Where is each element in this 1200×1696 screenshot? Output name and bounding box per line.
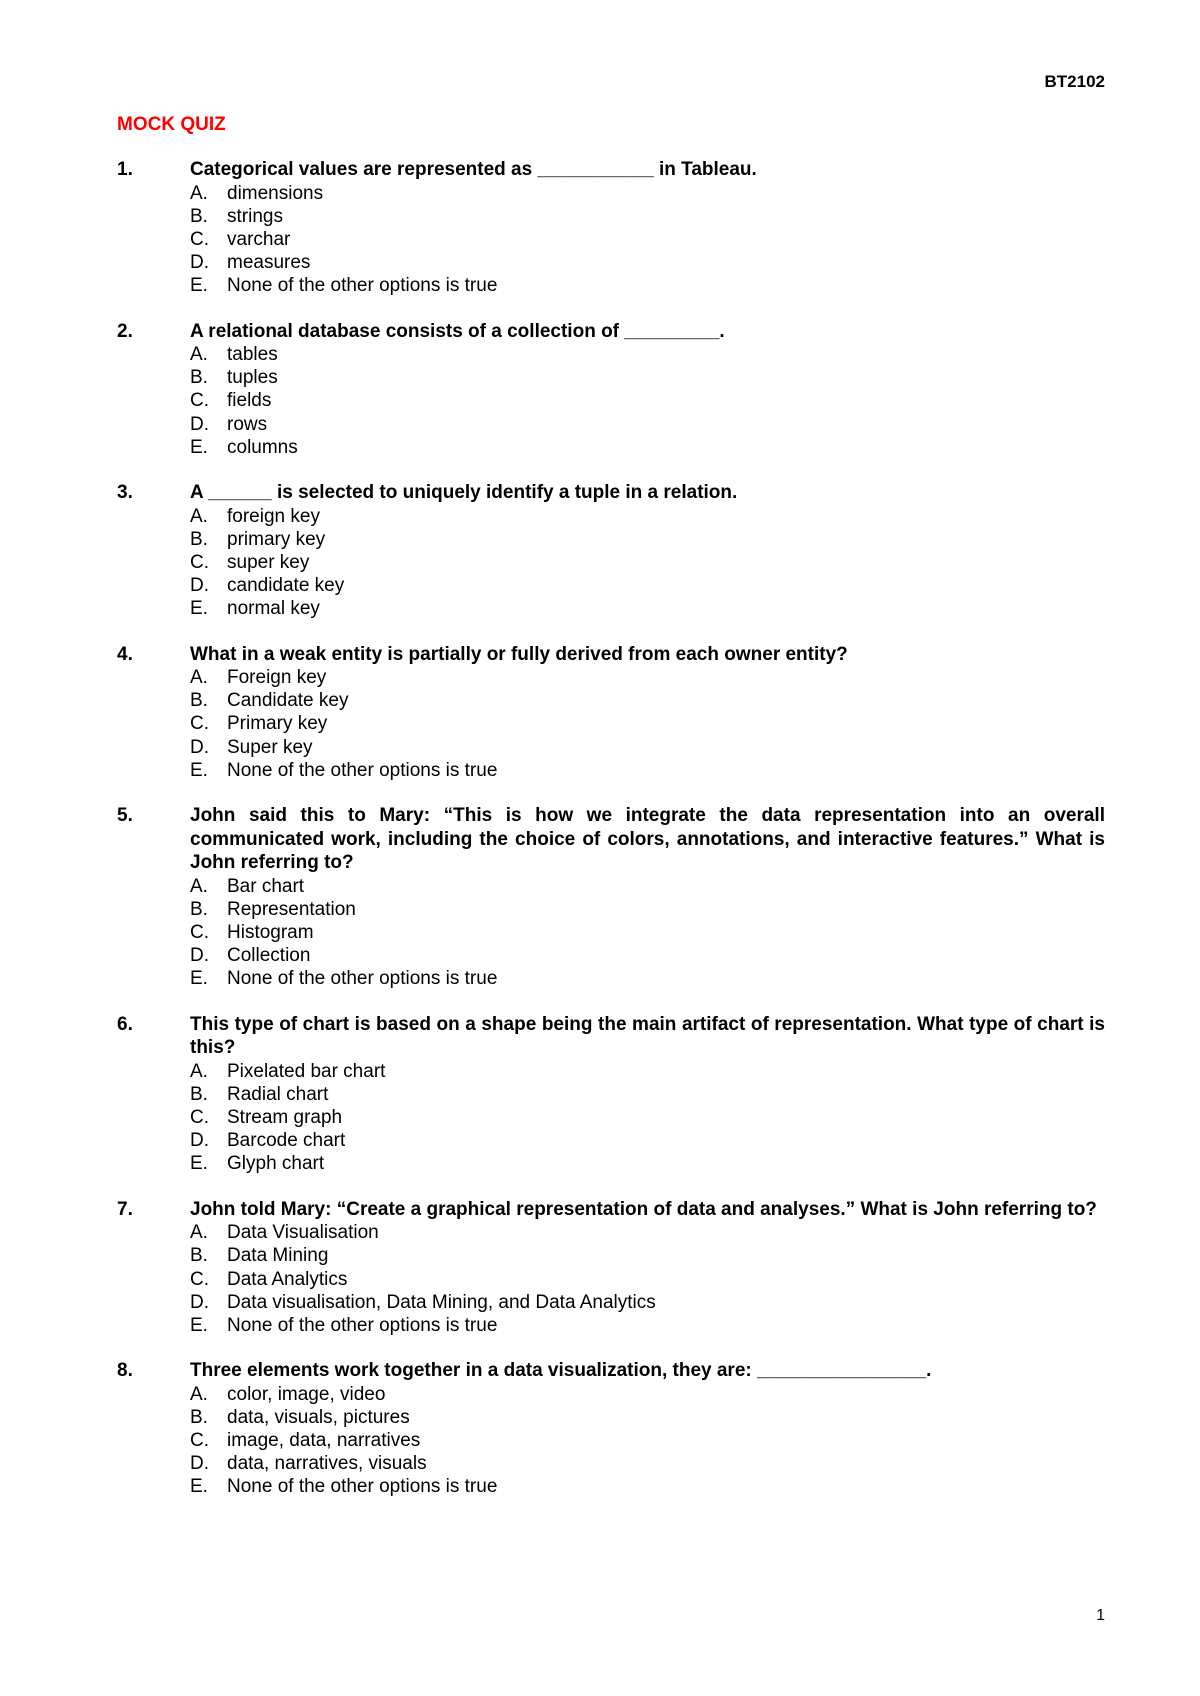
option-letter: D. — [190, 575, 209, 597]
option-letter: C. — [190, 390, 209, 412]
option-letter: D. — [190, 945, 209, 967]
answer-option — [190, 1406, 1105, 1429]
option-letter: C. — [190, 1268, 209, 1290]
answer-option — [190, 343, 1105, 366]
option-letter: A. — [190, 667, 208, 689]
answer-option — [190, 1452, 1105, 1475]
question-item — [117, 1013, 1105, 1176]
option-text: None of the other options is true — [227, 759, 498, 781]
option-letter: D. — [190, 1453, 209, 1475]
option-letter: E. — [190, 759, 208, 781]
option-letter: B. — [190, 1083, 208, 1105]
answer-option — [190, 436, 1105, 459]
option-text: None of the other options is true — [227, 968, 498, 990]
option-text: foreign key — [227, 505, 320, 527]
option-letter: B. — [190, 1406, 208, 1428]
answer-option — [190, 1314, 1105, 1337]
answer-option — [190, 528, 1105, 551]
option-text: Super key — [227, 736, 313, 758]
answer-option — [190, 736, 1105, 759]
question-text: John said this to Mary: “This is how we integrate the data representation into an overall communicated work, including the choice of colors, annotations, and interactive features.” What is John referring to? — [190, 805, 1105, 874]
question-body — [190, 804, 1105, 991]
answer-option — [190, 1083, 1105, 1106]
question-item — [117, 320, 1105, 460]
question-number: 8. — [117, 1360, 133, 1382]
answer-option — [190, 1475, 1105, 1498]
answer-option — [190, 366, 1105, 389]
option-text: tables — [227, 344, 278, 366]
question-number: 1. — [117, 159, 133, 180]
option-letter: D. — [190, 252, 209, 274]
option-text: None of the other options is true — [227, 275, 498, 297]
option-letter: D. — [190, 1130, 209, 1152]
option-letter: C. — [190, 1430, 209, 1452]
option-text: Collection — [227, 945, 311, 967]
answer-option — [190, 389, 1105, 412]
question-text: Categorical values are represented as ___________ in Tableau. — [190, 159, 757, 180]
answer-option — [190, 1244, 1105, 1267]
answer-option — [190, 759, 1105, 782]
option-text: Representation — [227, 898, 356, 920]
option-letter: B. — [190, 1245, 208, 1267]
option-letter: B. — [190, 205, 208, 227]
answer-option — [190, 712, 1105, 735]
option-text: dimensions — [227, 182, 324, 204]
question-text: John told Mary: “Create a graphical representation of data and analyses.” What is John referring to? — [190, 1198, 1097, 1220]
course-code: BT2102 — [1044, 72, 1105, 91]
option-text: super key — [227, 551, 310, 573]
question-number: 2. — [117, 320, 133, 342]
answer-option — [190, 574, 1105, 597]
answer-option — [190, 1268, 1105, 1291]
option-letter: E. — [190, 968, 208, 990]
option-text: strings — [227, 205, 283, 227]
option-letter: C. — [190, 1106, 209, 1128]
option-text: image, data, narratives — [227, 1430, 421, 1452]
question-body — [190, 1198, 1105, 1338]
page-number: 1 — [1096, 1607, 1105, 1624]
question-number: 3. — [117, 482, 133, 504]
option-letter: E. — [190, 598, 208, 620]
option-letter: D. — [190, 413, 209, 435]
option-letter: C. — [190, 921, 209, 943]
question-body — [190, 320, 1105, 460]
question-text: What in a weak entity is partially or fully derived from each owner entity? — [190, 643, 848, 665]
answer-option — [190, 689, 1105, 712]
option-text: Radial chart — [227, 1083, 329, 1105]
option-letter: D. — [190, 1291, 209, 1313]
question-text: This type of chart is based on a shape being the main artifact of representation. What type of chart is this? — [190, 1013, 1105, 1059]
option-letter: A. — [190, 875, 208, 897]
option-letter: A. — [190, 1222, 208, 1244]
question-item — [117, 643, 1105, 783]
answer-option — [190, 967, 1105, 990]
option-text: Histogram — [227, 921, 314, 943]
option-letter: A. — [190, 505, 208, 527]
answer-option — [190, 505, 1105, 528]
option-text: None of the other options is true — [227, 1314, 498, 1336]
question-body — [190, 643, 1105, 783]
option-text: Candidate key — [227, 690, 349, 712]
option-letter: A. — [190, 1383, 208, 1405]
answer-option — [190, 228, 1105, 251]
option-text: measures — [227, 252, 311, 274]
option-text: varchar — [227, 228, 291, 250]
option-text: Data Analytics — [227, 1268, 348, 1290]
answer-option — [190, 205, 1105, 228]
option-letter: C. — [190, 551, 209, 573]
answer-option — [190, 1291, 1105, 1314]
option-text: data, visuals, pictures — [227, 1406, 410, 1428]
option-letter: C. — [190, 713, 209, 735]
question-text: Three elements work together in a data visualization, they are: ________________. — [190, 1360, 932, 1382]
answer-option — [190, 274, 1105, 297]
option-letter: E. — [190, 1476, 208, 1498]
answer-option — [190, 1106, 1105, 1129]
option-letter: A. — [190, 182, 208, 204]
question-body — [190, 1013, 1105, 1176]
question-body — [190, 1359, 1105, 1499]
option-text: Stream graph — [227, 1106, 343, 1128]
question-text: A relational database consists of a collection of _________. — [190, 320, 725, 342]
answer-option — [190, 944, 1105, 967]
answer-option — [190, 666, 1105, 689]
option-letter: B. — [190, 898, 208, 920]
answer-option — [190, 182, 1105, 205]
answer-option — [190, 1152, 1105, 1175]
answer-option — [190, 1060, 1105, 1083]
question-number: 5. — [117, 805, 133, 827]
question-body — [190, 158, 1105, 298]
answer-option — [190, 1383, 1105, 1406]
question-item — [117, 158, 1105, 298]
option-letter: B. — [190, 367, 208, 389]
option-text: Glyph chart — [227, 1153, 325, 1175]
question-number: 6. — [117, 1013, 133, 1035]
option-letter: B. — [190, 690, 208, 712]
answer-option — [190, 1221, 1105, 1244]
question-item — [117, 1359, 1105, 1499]
option-text: Data Mining — [227, 1245, 329, 1267]
option-text: Barcode chart — [227, 1130, 346, 1152]
option-text: Pixelated bar chart — [227, 1060, 386, 1082]
option-letter: E. — [190, 1153, 208, 1175]
question-list — [117, 158, 1105, 1521]
option-text: columns — [227, 436, 298, 458]
option-text: rows — [227, 413, 268, 435]
answer-option — [190, 251, 1105, 274]
option-text: None of the other options is true — [227, 1476, 498, 1498]
option-text: Primary key — [227, 713, 328, 735]
option-text: Bar chart — [227, 875, 305, 897]
answer-option — [190, 413, 1105, 436]
quiz-title: MOCK QUIZ — [117, 114, 226, 135]
question-number: 4. — [117, 643, 133, 665]
question-item — [117, 1198, 1105, 1338]
question-text: A ______ is selected to uniquely identify a tuple in a relation. — [190, 482, 738, 504]
option-text: candidate key — [227, 575, 345, 597]
option-letter: E. — [190, 436, 208, 458]
option-text: normal key — [227, 598, 320, 620]
question-item — [117, 804, 1105, 991]
question-number: 7. — [117, 1198, 133, 1220]
answer-option — [190, 921, 1105, 944]
answer-option — [190, 1429, 1105, 1452]
answer-option — [190, 597, 1105, 620]
option-letter: E. — [190, 1314, 208, 1336]
answer-option — [190, 551, 1105, 574]
question-item — [117, 481, 1105, 621]
option-text: color, image, video — [227, 1383, 386, 1405]
option-letter: C. — [190, 228, 209, 250]
option-letter: E. — [190, 275, 208, 297]
answer-option — [190, 1129, 1105, 1152]
answer-option — [190, 898, 1105, 921]
option-letter: A. — [190, 344, 208, 366]
option-text: fields — [227, 390, 272, 412]
option-text: Foreign key — [227, 667, 327, 689]
option-text: primary key — [227, 528, 326, 550]
question-body — [190, 481, 1105, 621]
option-text: Data visualisation, Data Mining, and Data Analytics — [227, 1291, 656, 1313]
option-letter: D. — [190, 736, 209, 758]
option-letter: B. — [190, 528, 208, 550]
option-letter: A. — [190, 1060, 208, 1082]
answer-option — [190, 875, 1105, 898]
option-text: Data Visualisation — [227, 1222, 379, 1244]
option-text: data, narratives, visuals — [227, 1453, 427, 1475]
option-text: tuples — [227, 367, 278, 389]
